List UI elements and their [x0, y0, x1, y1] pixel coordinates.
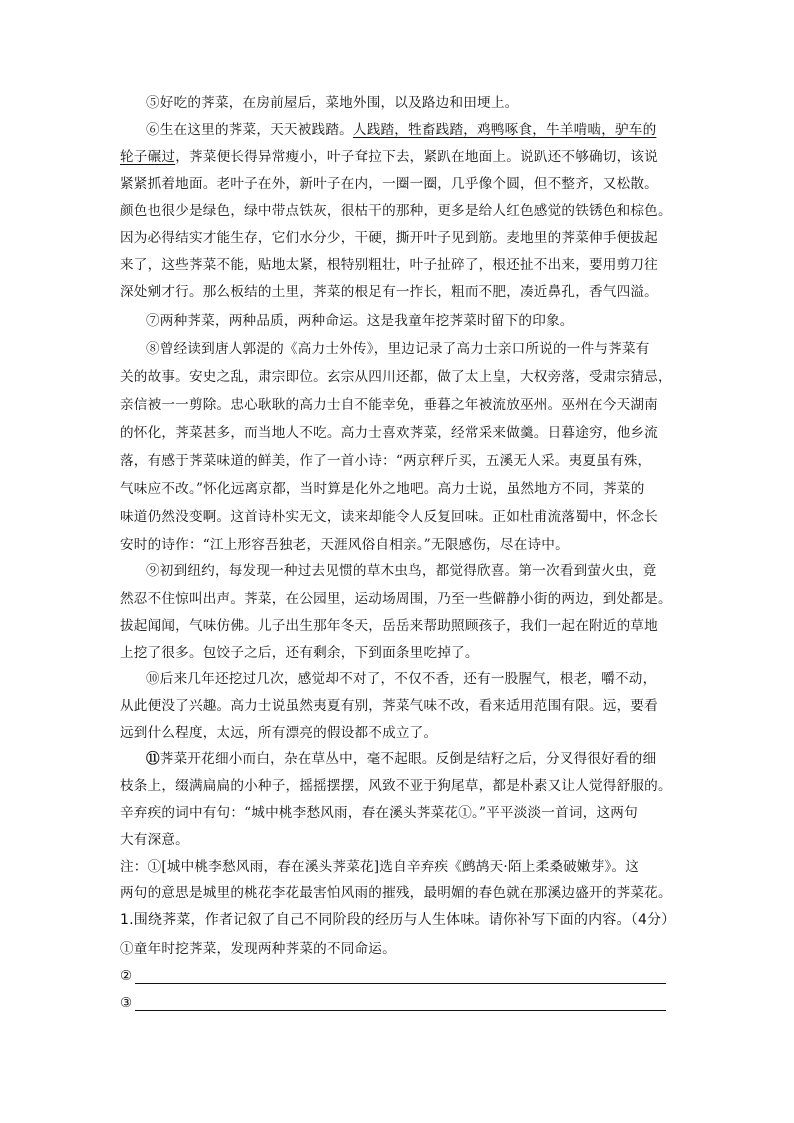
paragraph-5-line-1: ⑤好吃的荠菜，在房前屋后，菜地外围，以及路边和田埂上。: [146, 95, 519, 111]
paragraph-8-line-3: 亲信被一一剪除。忠心耿耿的高力士自不能幸免，垂暮之年被流放巫州。巫州在今天湖南: [120, 397, 658, 413]
paragraph-8-line-4: 的怀化，荠菜甚多，而当地人不吃。高力士喜欢荠菜，经常采来做羹。日暮途穷，他乡流: [120, 425, 658, 441]
paragraph-11-line-1: [146, 750, 726, 768]
paragraph-6-line-2: [120, 148, 700, 166]
paragraph-number: ⑪: [146, 751, 160, 767]
question-given-answer: ①童年时挖荠菜，发现两种荠菜的不同命运。: [120, 941, 396, 957]
paragraph-6-line-7: 深处剜才行。那么板结的土里，荠菜的根足有一拃长，粗而不肥，凑近鼻孔，香气四溢。: [120, 284, 658, 300]
paragraph-8-line-8: 安时的诗作：“江上形容吾独老，天涯风俗自相亲。”无限感伤，尽在诗中。: [120, 537, 569, 553]
paragraph-9-line-3: 拔起闻闻，气味仿佛。儿子出生那年冬天，岳岳来帮助照顾孩子，我们一起在附近的草地: [120, 618, 658, 634]
paragraph-6-line-1: [146, 121, 726, 139]
answer-label-3: ③: [120, 995, 133, 1011]
paragraph-11-text: 荠菜开花细小而白，杂在草丛中，毫不起眼。反倒是结籽之后，分叉得很好看的细: [159, 751, 657, 767]
paragraph-6-line-3: 紧紧抓着地面。老叶子在外，新叶子在内，一圈一圈，几乎像个圆，但不整齐，又松散。: [120, 176, 658, 192]
paragraph-9-line-4: 上挖了很多。包饺子之后，还有剩余，下到面条里吃掉了。: [120, 645, 479, 661]
paragraph-7-line-1: ⑦两种荠菜，两种品质，两种命运。这是我童年挖荠菜时留下的印象。: [146, 313, 574, 329]
paragraph-8-line-7: 味道仍然没变啊。这首诗朴实无文，读来却能令人反复回味。正如杜甫流落蜀中，怀念长: [120, 509, 658, 525]
paragraph-11-line-2: 枝条上，缀满扁扁的小种子，摇摇摆摆，风致不亚于狗尾草，都是朴素又让人觉得舒服的。: [120, 778, 672, 794]
paragraph-8-line-5: 落，有感于荠菜味道的鲜美，作了一首小诗：“两京秤斤买，五溪无人采。夷夏虽有殊，: [120, 453, 652, 469]
paragraph-6-line-4: 颜色也很少是绿色，绿中带点铁灰，很枯干的那种，更多是给人红色感觉的铁锈色和棕色。: [120, 203, 672, 219]
answer-label-2: ②: [120, 968, 133, 984]
footnote-line-2: 两句的意思是城里的桃花李花最害怕风雨的摧残，最明媚的春色就在那溪边盛开的荠菜花。: [120, 885, 672, 901]
paragraph-9-line-1: ⑨初到纽约，每发现一种过去见惯的草木虫鸟，都觉得欣喜。第一次看到萤火虫，竟: [146, 563, 657, 579]
paragraph-10-line-1: ⑩后来几年还挖过几次，感觉却不对了，不仅不香，还有一股腥气，根老，嚼不动，: [146, 671, 657, 687]
underlined-phrase: 轮子碾过: [120, 149, 176, 165]
paragraph-9-line-2: 然忍不住惊叫出声。荠菜，在公园里，运动场周围，乃至一些僻静小街的两边，到处都是。: [120, 591, 672, 607]
footnote-line-1: 注：①[城中桃李愁风雨，春在溪头荠菜花]选自辛弃疾《鹧鸪天·陌上柔桑破嫩芽》。这: [120, 859, 640, 875]
paragraph-11-line-3: 辛弃疾的词中有句：“城中桃李愁风雨，春在溪头荠菜花①。”平平淡淡一首词，这两句: [120, 805, 638, 821]
paragraph-6-text: ⑥生在这里的荠菜，天天被践踏。: [146, 122, 353, 138]
paragraph-10-line-2: 从此便没了兴趣。高力士说虽然夷夏有别，荠菜气味不改，看来适用范围有限。远，要看: [120, 698, 658, 714]
paragraph-6-text: ，荠菜便长得异常瘦小，叶子耷拉下去，紧趴在地面上。说趴还不够确切，该说: [175, 149, 658, 165]
answer-blank-3[interactable]: [135, 1010, 666, 1011]
paragraph-6-line-5: 因为必得结实才能生存，它们水分少，干硬，撕开叶子见到筋。麦地里的荠菜伸手便拔起: [120, 230, 658, 246]
underlined-phrase: 人践踏，牲畜践踏，鸡鸭啄食，牛羊啃啮，驴车的: [352, 122, 657, 138]
paragraph-8-line-6: 气味应不改。”怀化远离京都，当时算是化外之地吧。高力士说，虽然地方不同，荠菜的: [120, 481, 645, 497]
paragraph-6-line-6: 来了，这些荠菜不能，贴地太紧，根特别粗壮，叶子扯碎了，根还扯不出来，要用剪刀往: [120, 257, 658, 273]
answer-blank-2[interactable]: [135, 983, 666, 984]
question-stem: 1.围绕荠菜，作者记叙了自己不同阶段的经历与人生体味。请你补写下面的内容。（4分）: [120, 912, 676, 928]
paragraph-8-line-1: ⑧曾经读到唐人郭湜的《高力士外传》，里边记录了高力士亲口所说的一件与荠菜有: [146, 341, 650, 357]
paragraph-10-line-3: 远到什么程度，太远，所有漂亮的假设都不成立了。: [120, 725, 438, 741]
paragraph-11-line-4: 大有深意。: [120, 832, 189, 848]
paragraph-8-line-2: 关的故事。安史之乱，肃宗即位。玄宗从四川还都，做了太上皇，大权旁落，受肃宗猜忌，: [120, 369, 672, 385]
